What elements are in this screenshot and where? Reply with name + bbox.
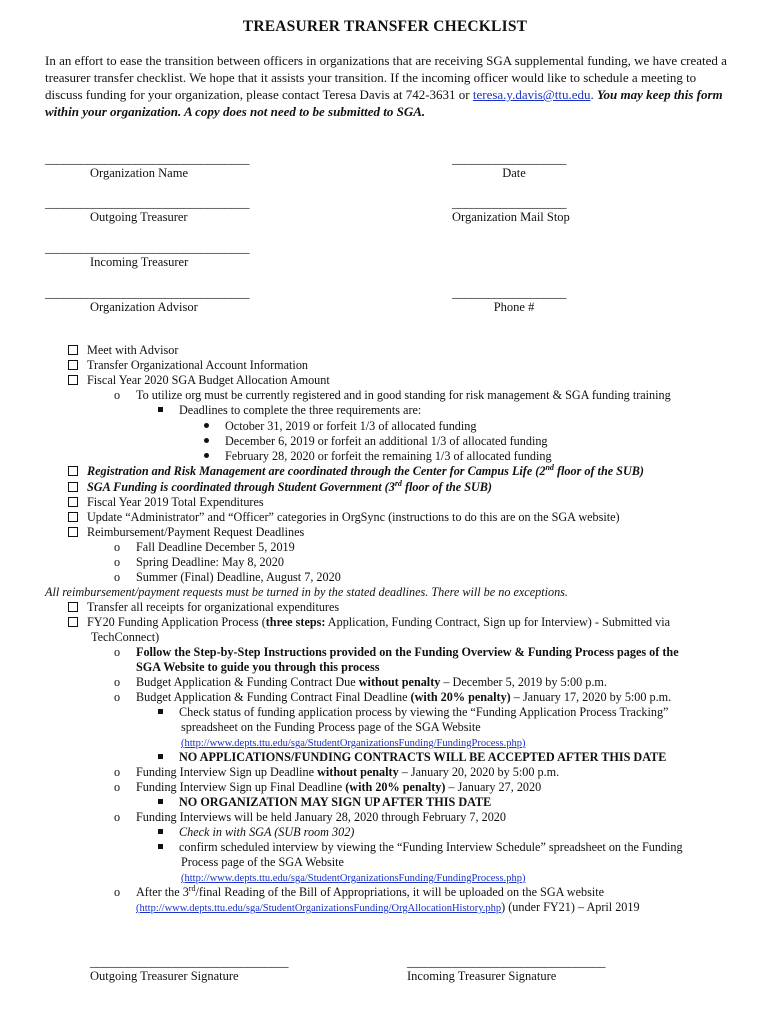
list-item: Process page of the SGA Website	[181, 855, 344, 869]
list-item: o Summer (Final) Deadline, August 7, 2020	[114, 570, 341, 584]
incoming-signature-line[interactable]: _________________________________	[407, 954, 605, 969]
list-item: spreadsheet on the Funding Process page of the SGA Website	[181, 720, 481, 734]
list-item: o To utilize org must be currently registered and in good standing for risk management & SGA funding training	[114, 388, 671, 402]
incoming-treasurer-label: Incoming Treasurer	[90, 255, 189, 269]
allocation-history-link[interactable]: http://www.depts.ttu.edu/sga/StudentOrganizationsFunding/OrgAllocationHistory.php	[139, 903, 502, 914]
checkbox[interactable]	[68, 482, 78, 492]
outgoing-signature-line[interactable]: _________________________________	[90, 954, 288, 969]
outgoing-signature-label: Outgoing Treasurer Signature	[90, 969, 239, 983]
list-item: o Funding Interview Sign up Final Deadline (with 20% penalty) – January 27, 2020	[114, 780, 542, 794]
list-item: NO ORGANIZATION MAY SIGN UP AFTER THIS DATE	[158, 795, 491, 810]
phone-label: Phone #	[493, 300, 535, 314]
checkbox[interactable]	[68, 466, 78, 476]
list-item: February 28, 2020 or forfeit the remaining 1/3 of allocated funding	[204, 449, 552, 464]
checkbox[interactable]	[68, 345, 78, 355]
list-item: Check status of funding application process by viewing the “Funding Application Process Tracking”	[158, 705, 668, 720]
org-name-label: Organization Name	[90, 166, 188, 180]
checkbox[interactable]	[68, 497, 78, 507]
checklist-item: Update “Administrator” and “Officer” categories in OrgSync (instructions to do this are on the SGA website)	[68, 510, 620, 525]
list-item: TechConnect)	[91, 630, 160, 644]
checkbox[interactable]	[68, 360, 78, 370]
checkbox[interactable]	[68, 375, 78, 385]
intro-paragraph	[45, 52, 735, 120]
intro-separator: .	[590, 87, 597, 102]
phone-line[interactable]: ___________________	[452, 285, 566, 300]
list-item: o Budget Application & Funding Contract Final Deadline (with 20% penalty) – January 17, 2020 by 5:00 p.m.	[114, 690, 672, 704]
checklist-item: Registration and Risk Management are coordinated through the Center for Campus Life (2nd floor of the SUB)	[68, 464, 644, 479]
list-item: SGA Website to guide you through this process	[136, 660, 380, 674]
mail-stop-label: Organization Mail Stop	[452, 210, 570, 224]
date-label: Date	[502, 166, 526, 180]
checkbox[interactable]	[68, 512, 78, 522]
checklist-item: Transfer all receipts for organizational expenditures	[68, 600, 339, 615]
list-item: (http://www.depts.ttu.edu/sga/StudentOrganizationsFunding/OrgAllocationHistory.php) (under FY21) – April 2019	[136, 900, 640, 914]
page-title: TREASURER TRANSFER CHECKLIST	[242, 18, 528, 35]
funding-process-link[interactable]: http://www.depts.ttu.edu/sga/StudentOrganizationsFunding/FundingProcess.php	[184, 873, 522, 884]
list-item: confirm scheduled interview by viewing the “Funding Interview Schedule” spreadsheet on the Funding	[158, 840, 683, 855]
checklist-item: Fiscal Year 2020 SGA Budget Allocation Amount	[68, 373, 330, 388]
list-item: o Spring Deadline: May 8, 2020	[114, 555, 284, 569]
advisor-label: Organization Advisor	[90, 300, 198, 314]
intro-emphasis: You may keep this form within your organization. A copy does not need to be submitted to SGA.	[45, 87, 723, 119]
checklist-item: SGA Funding is coordinated through Student Government (3rd floor of the SUB)	[68, 480, 492, 495]
incoming-signature-label: Incoming Treasurer Signature	[407, 969, 557, 983]
list-item: o Fall Deadline December 5, 2019	[114, 540, 295, 554]
checklist-item: Transfer Organizational Account Information	[68, 358, 308, 373]
funding-process-link[interactable]: http://www.depts.ttu.edu/sga/StudentOrganizationsFunding/FundingProcess.php	[184, 738, 522, 749]
list-item: o Budget Application & Funding Contract Due without penalty – December 5, 2019 by 5:00 p.m.	[114, 675, 607, 689]
mail-stop-line[interactable]: ___________________	[452, 195, 566, 210]
intro-text: In an effort to ease the transition between officers in organizations that are receiving SGA supplemental funding, we have created a treasurer transfer checklist. We hope that it assists your transition. If the incoming officer would like to schedule a meeting to discuss funding for your organization, please contact Teresa Davis at 742-3631 or	[45, 53, 727, 102]
checkbox[interactable]	[68, 527, 78, 537]
contact-email-link[interactable]: teresa.y.davis@ttu.edu	[472, 87, 591, 102]
list-item: o Follow the Step-by-Step Instructions provided on the Funding Overview & Funding Process pages of the	[114, 645, 679, 659]
list-item: o After the 3rd/final Reading of the Bill of Appropriations, it will be uploaded on the SGA website	[114, 883, 605, 899]
list-item: October 31, 2019 or forfeit 1/3 of allocated funding	[204, 419, 476, 434]
outgoing-treasurer-line[interactable]: __________________________________	[45, 195, 249, 210]
checklist-item: Fiscal Year 2019 Total Expenditures	[68, 495, 264, 510]
checklist-item: FY20 Funding Application Process (three steps: Application, Funding Contract, Sign up for Interview) - Submitted via	[68, 615, 670, 630]
list-item: Deadlines to complete the three requirements are:	[158, 403, 421, 418]
list-item: NO APPLICATIONS/FUNDING CONTRACTS WILL BE ACCEPTED AFTER THIS DATE	[158, 750, 666, 765]
checklist-item: Meet with Advisor	[68, 343, 178, 358]
checklist-item: Reimbursement/Payment Request Deadlines	[68, 525, 304, 540]
date-line[interactable]: ___________________	[452, 151, 566, 166]
checkbox[interactable]	[68, 602, 78, 612]
org-name-line[interactable]: __________________________________	[45, 151, 249, 166]
reimbursement-note: All reimbursement/payment requests must be turned in by the stated deadlines. There will be no exceptions.	[45, 585, 568, 599]
checkbox[interactable]	[68, 617, 78, 627]
list-item: o Funding Interviews will be held January 28, 2020 through February 7, 2020	[114, 810, 506, 824]
advisor-line[interactable]: __________________________________	[45, 285, 249, 300]
outgoing-treasurer-label: Outgoing Treasurer	[90, 210, 188, 224]
list-item: December 6, 2019 or forfeit an additional 1/3 of allocated funding	[204, 434, 548, 449]
list-item: (http://www.depts.ttu.edu/sga/StudentOrganizationsFunding/FundingProcess.php)	[181, 738, 526, 749]
list-item: Check in with SGA (SUB room 302)	[158, 825, 354, 840]
list-item: o Funding Interview Sign up Deadline without penalty – January 20, 2020 by 5:00 p.m.	[114, 765, 560, 779]
list-item: (http://www.depts.ttu.edu/sga/StudentOrganizationsFunding/FundingProcess.php)	[181, 873, 526, 884]
incoming-treasurer-line[interactable]: __________________________________	[45, 240, 249, 255]
